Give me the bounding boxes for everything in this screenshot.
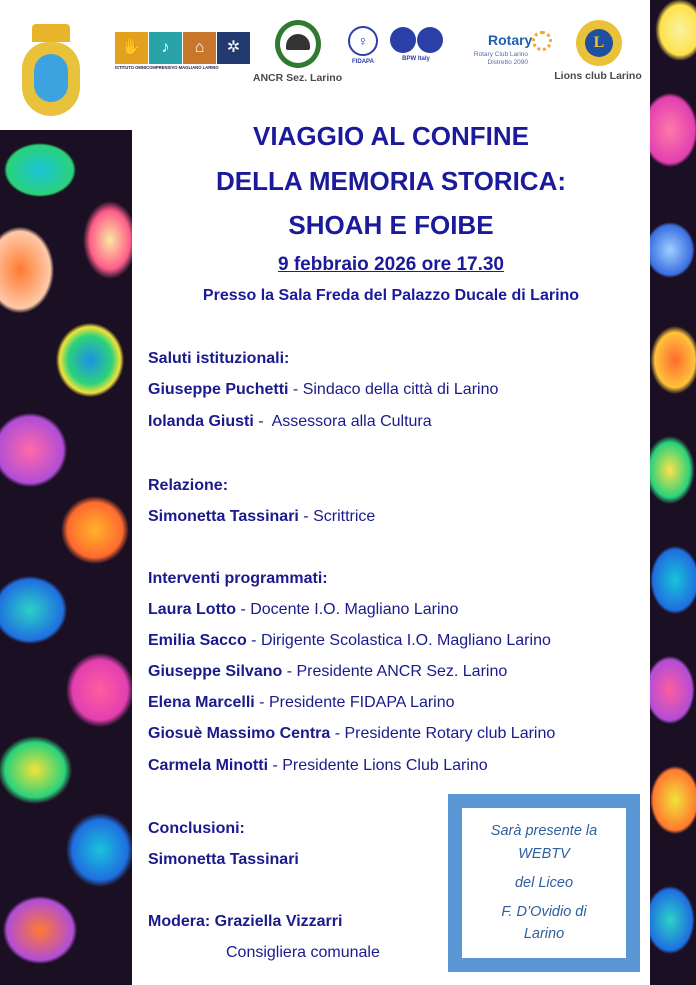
saluti-label: Saluti istituzionali: — [148, 350, 290, 367]
butterfly-border-right — [650, 0, 696, 985]
moderator-role: Consigliera comunale — [226, 944, 380, 961]
speaker-role: - Presidente ANCR Sez. Larino — [282, 663, 508, 680]
webtv-line-1: Sarà presente la — [490, 823, 598, 839]
speaker-name: Giuseppe Puchetti — [148, 381, 289, 398]
lions-logo — [550, 20, 646, 84]
rotary-club-text: Rotary Club Larino — [473, 51, 528, 58]
program-item — [148, 725, 555, 743]
speaker-role: - Sindaco della città di Larino — [288, 381, 499, 398]
speaker-role: - Dirigente Scolastica I.O. Magliano Larino — [246, 632, 551, 649]
speaker-name: Elena Marcelli — [148, 694, 255, 711]
speaker-name: Carmela Minotti — [148, 757, 269, 774]
speaker-name: Giosuè Massimo Centra — [148, 725, 331, 742]
program-item — [148, 757, 488, 775]
program-item — [148, 413, 432, 431]
ancr-caption: ANCR Sez. Larino — [252, 72, 343, 84]
event-title-line-3: SHOAH E FOIBE — [288, 210, 494, 240]
program-item — [148, 632, 551, 650]
speaker-role: - Presidente FIDAPA Larino — [254, 694, 455, 711]
event-place: Presso la Sala Freda del Palazzo Ducale di Larino — [202, 287, 580, 304]
fidapa-logo — [347, 26, 379, 70]
wheat-icon: ⌂ — [183, 32, 216, 64]
compass-music-icon: ♪ — [149, 32, 182, 64]
webtv-line-4: F. D’Ovidio di — [501, 904, 587, 920]
logo-row — [0, 0, 650, 125]
hand-icon: ✋ — [115, 32, 148, 64]
webtv-line-5: Larino — [523, 926, 565, 942]
rotary-district-text: Distretto 2090 — [487, 59, 528, 66]
bpw-caption: BPW Italy — [402, 56, 430, 62]
fidapa-emblem-icon: ♀ — [348, 26, 378, 56]
speaker-name: Simonetta Tassinari — [148, 508, 299, 525]
rotary-sub — [460, 51, 528, 67]
lions-emblem-letter: L — [585, 29, 613, 57]
event-title-line-1: VIAGGIO AL CONFINE — [253, 121, 529, 151]
fidapa-caption: FIDAPA — [352, 59, 374, 65]
event-date: 9 febbraio 2026 ore 17.30 — [277, 254, 504, 275]
istituto-caption: ISTITUTO OMNICOMPRENSIVO MAGLIANO LARINO — [115, 65, 219, 70]
rotary-wheel-icon — [532, 31, 552, 51]
conclusioni-label: Conclusioni: — [148, 820, 245, 837]
speaker-role: - Assessora alla Cultura — [253, 413, 432, 430]
interventi-label: Interventi programmati: — [148, 570, 328, 587]
istituto-logo — [115, 32, 250, 72]
lions-emblem-icon — [576, 20, 622, 66]
rotary-logo — [460, 32, 556, 72]
ancr-logo — [250, 20, 345, 84]
speaker-name: Giuseppe Silvano — [148, 663, 283, 680]
program-item — [148, 601, 458, 619]
rotary-name: Rotary — [488, 32, 533, 48]
webtv-line-3: del Liceo — [514, 875, 574, 891]
speaker-role: - Scrittrice — [298, 508, 376, 525]
program-item — [148, 381, 498, 399]
speaker-name: Laura Lotto — [148, 601, 236, 618]
globe-icon — [388, 27, 444, 53]
speaker-role: - Docente I.O. Magliano Larino — [236, 601, 459, 618]
program-item — [148, 694, 455, 712]
conclusioni-speaker: Simonetta Tassinari — [148, 851, 299, 868]
speaker-role: - Presidente Rotary club Larino — [330, 725, 556, 742]
speaker-role: - Presidente Lions Club Larino — [268, 757, 488, 774]
webtv-notice-box — [448, 794, 640, 972]
program-item — [148, 663, 507, 681]
speaker-name: Iolanda Giusti — [148, 413, 254, 430]
bpw-logo — [388, 27, 444, 71]
relazione-label: Relazione: — [148, 477, 229, 494]
speaker-name: Emilia Sacco — [148, 632, 247, 649]
webtv-notice-inner — [462, 808, 626, 958]
butterfly-border-left — [0, 130, 132, 985]
event-title-line-2: DELLA MEMORIA STORICA: — [215, 166, 567, 196]
comune-larino-crest-icon — [22, 24, 80, 116]
webtv-line-2: WEBTV — [518, 846, 570, 862]
science-icon: ✲ — [217, 32, 250, 64]
program-item — [148, 508, 375, 526]
lions-caption: Lions club Larino — [554, 70, 642, 82]
moderator: Modera: Graziella Vizzarri — [148, 913, 343, 930]
